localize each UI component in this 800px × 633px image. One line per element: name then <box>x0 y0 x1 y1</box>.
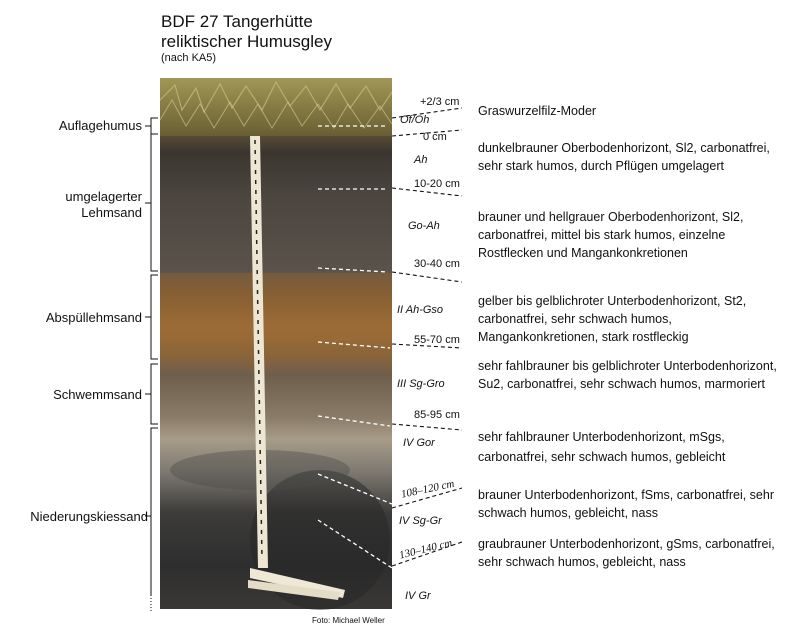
description-iv-gor: sehr fahlbrauner Unterbodenhorizont, mSgs, carbonatfrei, sehr schwach humos, gebleicht <box>478 430 726 464</box>
horizon-ah: Ah <box>414 154 428 166</box>
horizon-ii-ah-gso: II Ah-Gso <box>397 304 444 316</box>
depth-85-95: 85-95 cm <box>414 409 460 421</box>
description-ah: dunkelbrauner Oberbodenhorizont, Sl2, carbonatfrei, sehr stark humos, durch Pflügen umgelagert <box>478 141 770 173</box>
horizon-iv-gr: IV Gr <box>405 590 431 602</box>
horizon-of-oh: Of/Oh <box>400 114 430 126</box>
bracket-schwemmsand <box>151 364 158 424</box>
soil-photo <box>160 78 392 610</box>
label-umgelagerter-lehmsand: umgelagerter Lehmsand <box>65 189 142 220</box>
depth-30-40: 30-40 cm <box>414 258 460 270</box>
depth-108-120: 108–120 cm <box>400 477 456 501</box>
description-of-oh: Graswurzelfilz-Moder <box>478 104 597 118</box>
left-brackets <box>145 118 158 611</box>
description-go-ah: brauner und hellgrauer Oberbodenhorizont, Sl2, carbonatfrei, mittel bis stark humos, einzelne Rostflecken und Mangankonkretionen <box>478 210 744 260</box>
depth-10-20: 10-20 cm <box>414 178 460 190</box>
figure-note: (nach KA5) <box>161 52 217 64</box>
description-iii-sg-gro: sehr fahlbrauner bis gelblichroter Unterbodenhorizont, Su2, carbonatfrei, sehr schwach humos, marmoriert <box>478 359 777 391</box>
photo-credit: Foto: Michael Weller <box>312 616 385 625</box>
title-line-1: BDF 27 Tangerhütte <box>161 12 313 31</box>
horizon-iv-sg-gr: IV Sg-Gr <box>399 515 442 527</box>
bracket-niederungskiessand <box>151 428 158 595</box>
description-ii-ah-gso: gelber bis gelblichroter Unterbodenhorizont, St2, carbonatfrei, sehr schwach humos, Mangankonkretionen, stark rostfleckig <box>478 294 747 344</box>
bracket-abspuellehmsand <box>151 275 158 359</box>
description-iv-sg-gr: brauner Unterbodenhorizont, fSms, carbonatfrei, sehr schwach humos, gebleicht, nass <box>478 488 774 520</box>
bracket-auflagehumus <box>151 118 158 134</box>
description-iv-gr: graubrauner Unterbodenhorizont, gSms, carbonatfrei, sehr schwach humos, gebleicht, nass <box>478 537 775 569</box>
bracket-umgelagerter-lehmsand <box>151 134 158 271</box>
horizon-iv-gor: IV Gor <box>403 437 435 449</box>
horizon-iii-sg-gro: III Sg-Gro <box>397 378 445 390</box>
title-line-2: reliktischer Humusgley <box>161 32 332 51</box>
depth-plus-2-3: +2/3 cm <box>420 96 460 108</box>
label-abspuellehmsand: Abspüllehmsand <box>45 310 142 325</box>
label-auflagehumus: Auflagehumus <box>58 118 142 133</box>
depth-130-140: 130–140 cm <box>398 536 454 562</box>
label-schwemmsand: Schwemmsand <box>53 387 142 402</box>
horizon-go-ah: Go-Ah <box>408 220 440 232</box>
label-niederungskiessand: Niederungskiessand <box>30 509 148 524</box>
depth-55-70: 55-70 cm <box>414 334 460 346</box>
depth-0: 0 cm <box>423 131 447 143</box>
